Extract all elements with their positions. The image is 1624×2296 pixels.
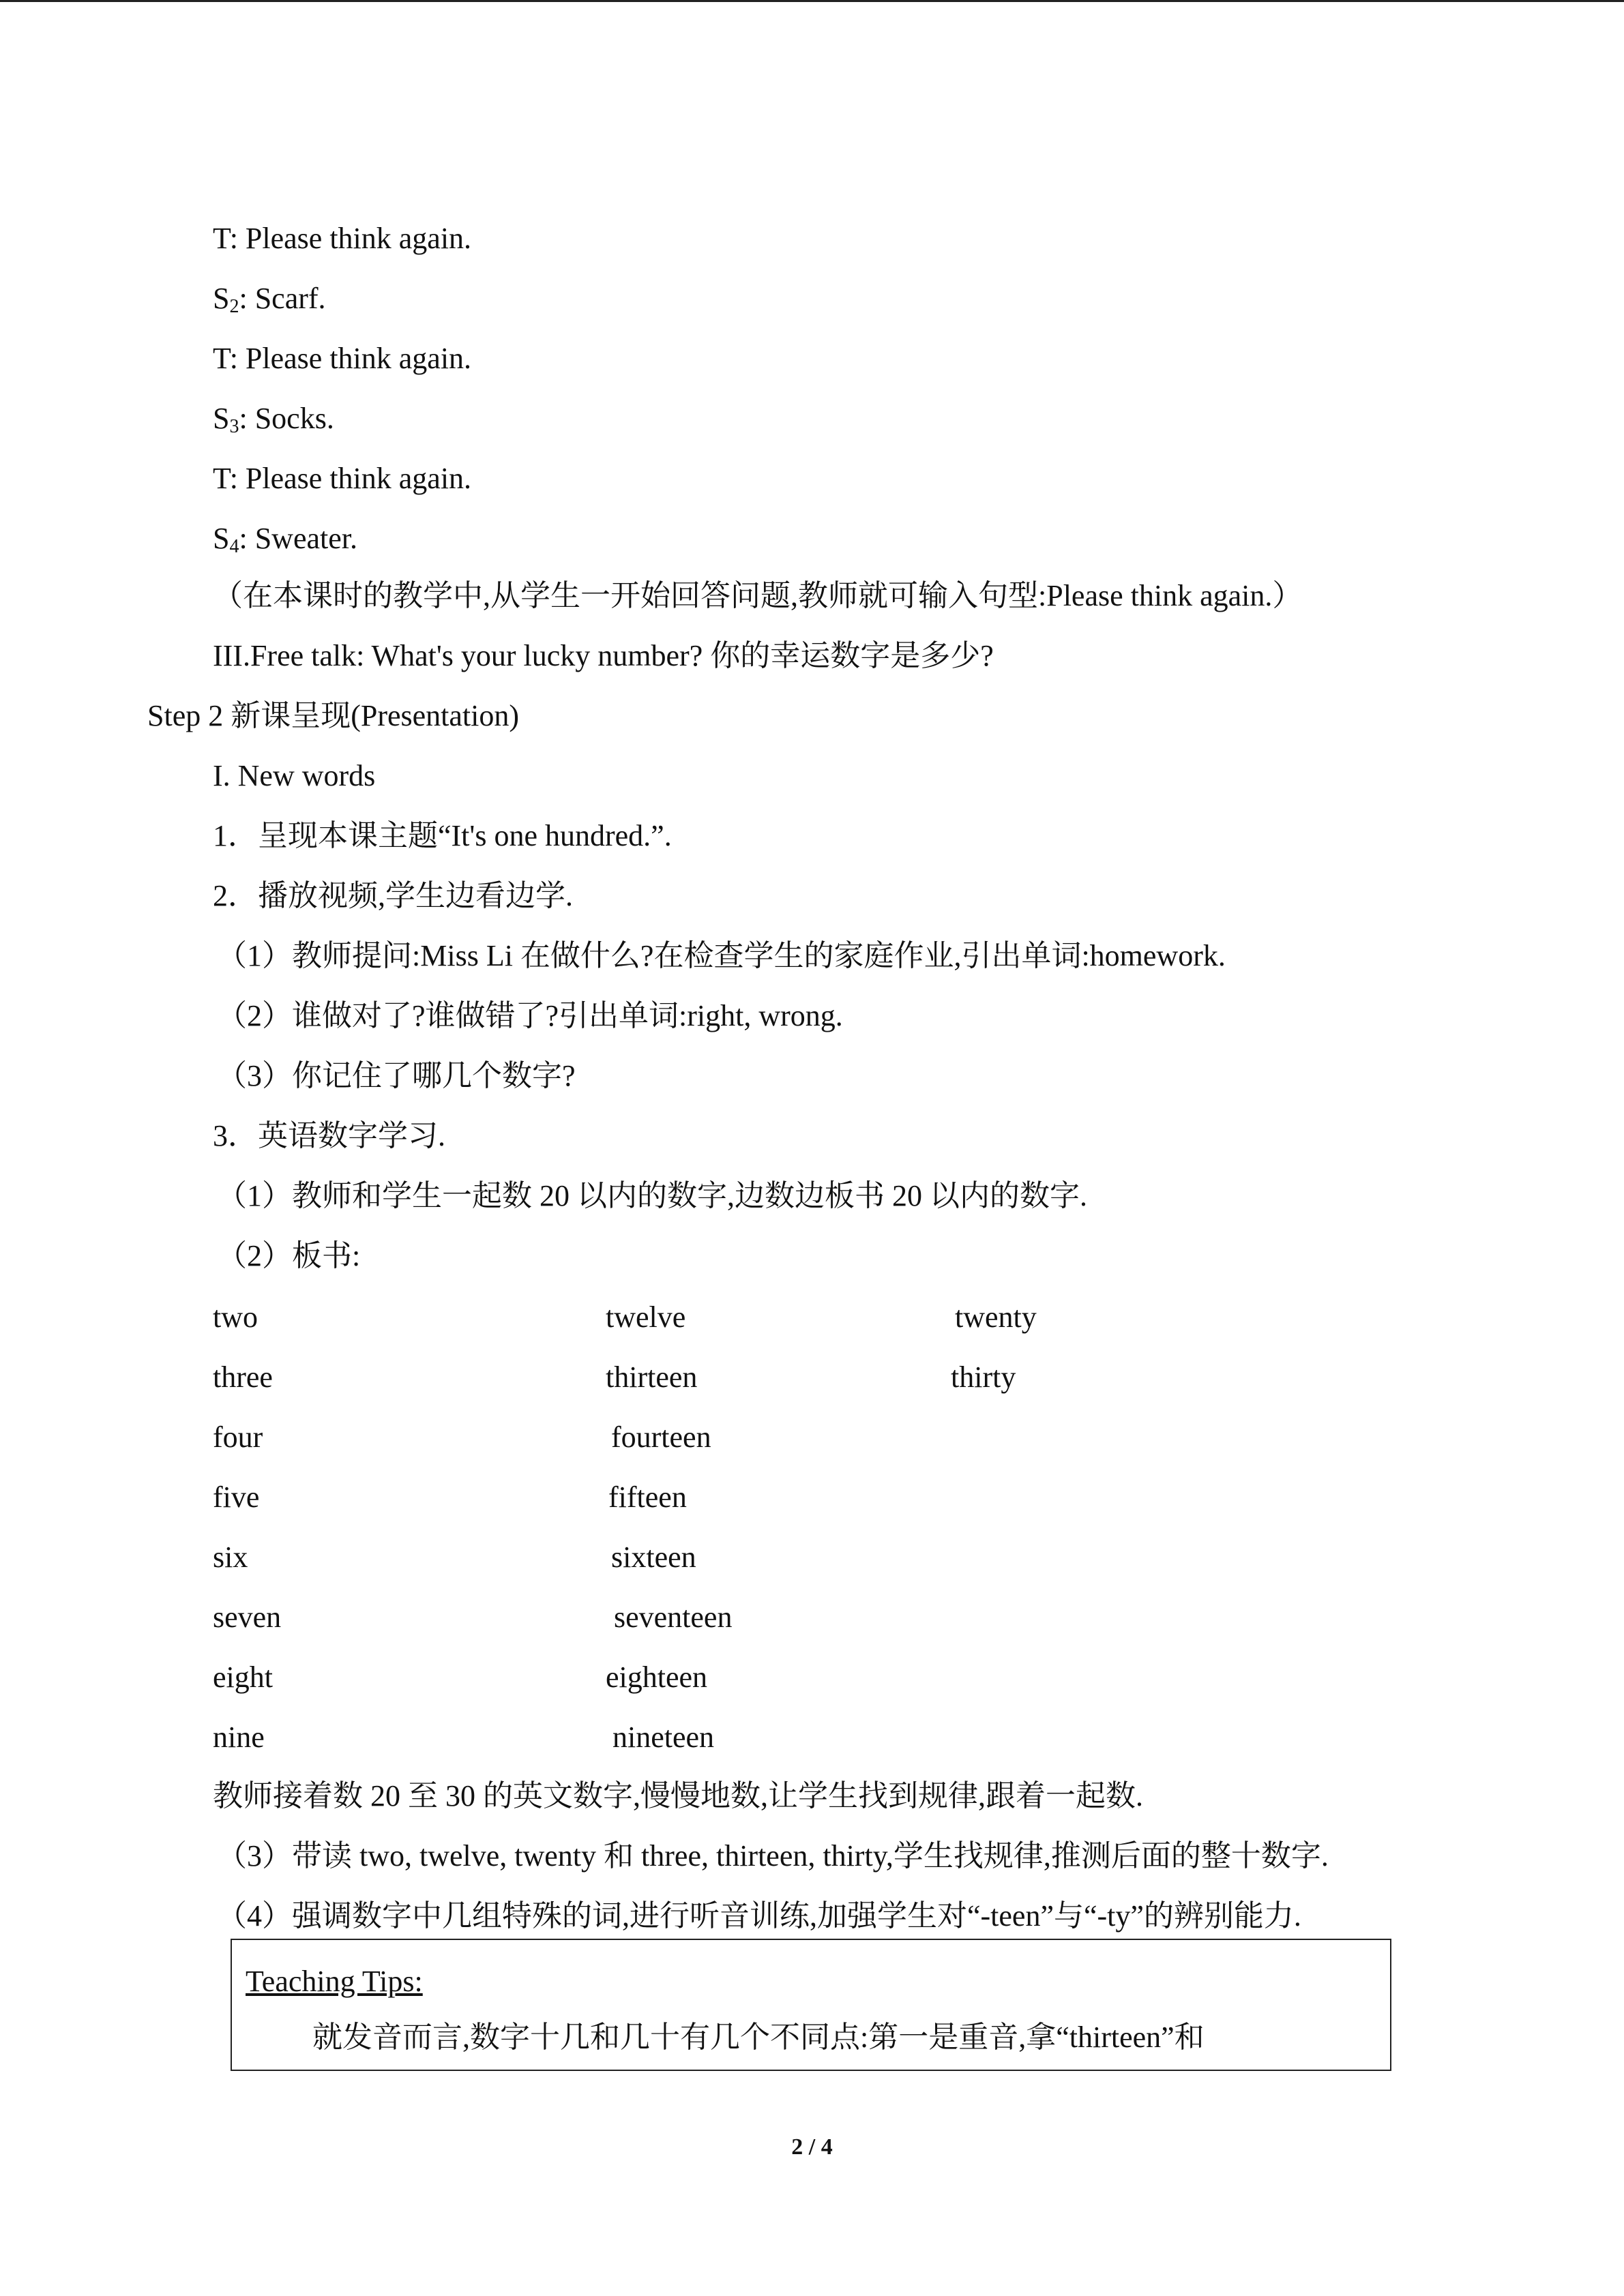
board-word: six	[213, 1540, 248, 1574]
dialogue-line-4: $S_3$: Socks.	[213, 402, 334, 437]
board-word: eighteen	[606, 1660, 708, 1694]
item-3-sub-3: （3）带读 two, twelve, twenty 和 three, thirteen, thirty,学生找规律,推测后面的整十数字.	[217, 1839, 1329, 1873]
count-note: 教师接着数 20 至 30 的英文数字,慢慢地数,让学生找到规律,跟着一起数.	[213, 1779, 1143, 1813]
board-word: three	[213, 1360, 273, 1394]
item-1: 1．呈现本课主题“It's one hundred.”.	[213, 819, 672, 852]
board-word: eight	[213, 1660, 273, 1694]
board-word: sixteen	[611, 1540, 696, 1574]
board-word: four	[213, 1420, 263, 1454]
board-word: nineteen	[612, 1720, 715, 1754]
new-words-heading: I. New words	[213, 759, 376, 792]
item-2-sub-1: （1）教师提问:Miss Li 在做什么?在检查学生的家庭作业,引出单词:homework.	[217, 939, 1226, 972]
board-word: nine	[213, 1720, 265, 1754]
item-2-sub-3: （3）你记住了哪几个数字?	[217, 1059, 576, 1092]
dialogue-line-2: $S_2$: Scarf.	[213, 282, 326, 317]
free-talk-line: III.Free talk: What's your lucky number? 你的幸运数字是多少?	[213, 639, 994, 672]
item-2-sub-2: （2）谁做对了?谁做错了?引出单词:right, wrong.	[217, 999, 843, 1032]
top-border	[0, 0, 1624, 2]
teaching-tips-text: 就发音而言,数字十几和几十有几个不同点:第一是重音,拿“thirteen”和	[312, 2021, 1205, 2054]
item-3-sub-2: （2）板书:	[217, 1239, 361, 1272]
step2-heading: Step 2 新课呈现(Presentation)	[147, 699, 520, 732]
dialogue-line-6: $S_4$: Sweater.	[213, 522, 357, 557]
dialogue-line-1: T: Please think again.	[213, 222, 472, 255]
item-2: 2．播放视频,学生边看边学.	[213, 879, 573, 912]
teaching-note: （在本课时的教学中,从学生一开始回答问题,教师就可输入句型:Please think again.）	[213, 579, 1303, 612]
dialogue-line-5: T: Please think again.	[213, 462, 472, 495]
board-word: thirteen	[606, 1360, 698, 1394]
board-word: twenty	[955, 1300, 1037, 1334]
board-word: two	[213, 1300, 258, 1334]
dialogue-line-3: T: Please think again.	[213, 342, 472, 375]
item-3-sub-4: （4）强调数字中几组特殊的词,进行听音训练,加强学生对“-teen”与“-ty”的辨别能力.	[217, 1899, 1301, 1933]
board-word: twelve	[606, 1300, 686, 1334]
board-word: seventeen	[614, 1600, 733, 1634]
board-word: fifteen	[608, 1480, 687, 1514]
teaching-tips-title: Teaching Tips:	[246, 1965, 423, 1998]
board-word: fourteen	[611, 1420, 711, 1454]
item-3: 3．英语数字学习.	[213, 1119, 445, 1152]
board-word: seven	[213, 1600, 282, 1634]
board-word: five	[213, 1480, 260, 1514]
board-word: thirty	[951, 1360, 1016, 1394]
page-number: 2 / 4	[791, 2134, 833, 2160]
item-3-sub-1: （1）教师和学生一起数 20 以内的数字,边数边板书 20 以内的数字.	[217, 1179, 1087, 1212]
